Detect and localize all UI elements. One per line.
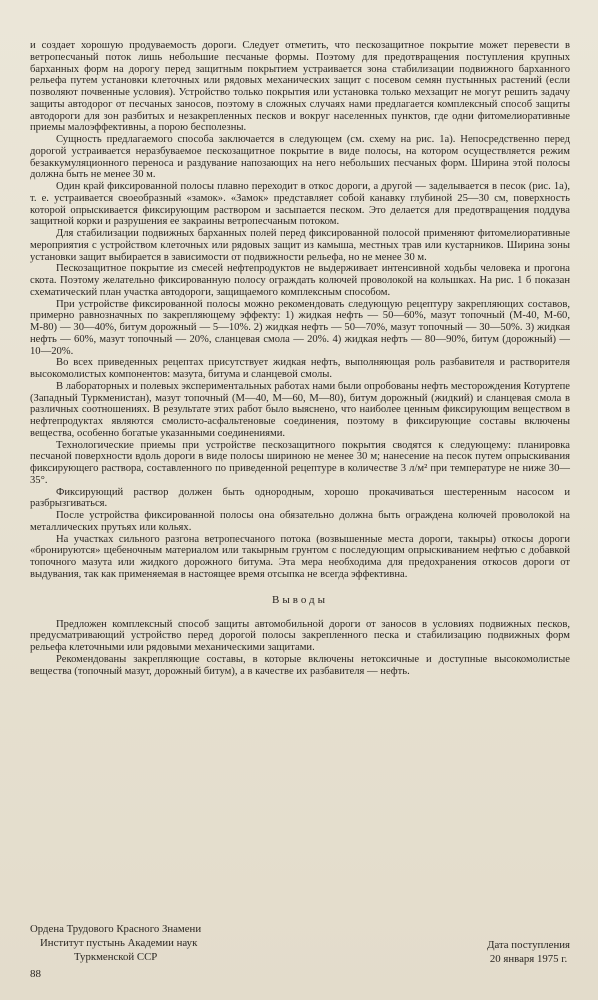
paragraph-stabilization: Для стабилизации подвижных барханных полей перед фиксированной полосой применяют фитомелиоративные мероприятия с устройством клеточных или рядовых защит из камыша, местных трав или кустарников. Ширина зоны установки защит выбирается в зависимости от подвижности рельефа, но не менее 30 м. — [30, 228, 570, 263]
article-footer — [30, 922, 570, 964]
conclusions-heading: Выводы — [271, 593, 329, 606]
conclusion-item: Предложен комплексный способ защиты автомобильной дороги от заносов в условиях подвижных песков, предусматривающий устройство перед дорогой полосы закрепленного песка и стабилизацию подвижных форм рельефа клеточными или рядовыми механическими защитами. — [30, 618, 570, 654]
paragraph-recipes: При устройстве фиксированной полосы можно рекомендовать следующую рецептуру закрепляющих составов, примерно равнозначных по закрепляющему эффекту: 1) жидкая нефть — 50—60%, мазут топочный (М-40, М-60, М-80) — 30—40%, битум дорожный — 5—10%. 2) жидкая нефть — 50—70%, мазут топочный — 30—50%. 3) жидкая нефть — 60%, мазут топочный — 20%, сланцевая смола — 20%. 4) жидкая нефть — 80—90%, битум (дорожный) — 10—20%. — [30, 298, 570, 357]
paragraph-experiments: В лабораторных и полевых экспериментальных работах нами были опробованы нефть месторождения Котуртепе (Западный Туркменистан), мазут топочный (М—40, М—60, М—80), битум дорожный (жидкий) и сланцевая смола в различных соотношениях. В результате этих работ было выяснено, что наиболее ценным фиксирующим веществом в нефтепродуктах являются смолисто-асфальтеновые соединения, поэтому в фиксирующие составы включены вещества, особенно богатые указанными соединениями. — [30, 380, 570, 439]
conclusion-item: Рекомендованы закрепляющие составы, в которые включены нетоксичные и доступные высокомолистые вещества (топочный мазут, дорожный битум), а в качестве их разбавителя — нефть. — [30, 654, 570, 678]
paragraph-method-essence: Сущность предлагаемого способа заключается в следующем (см. схему на рис. 1а). Непосредственно перед дорогой устраивается неразбуваемое пескозащитное покрытие в виде полосы, на котором осуществляется режим безаккумуляционного переноса и раздувание напозающих на него небольших песчаных форм. Ширина этой полосы должна быть не менее 30 м. — [30, 134, 570, 181]
paragraph-after-install: После устройства фиксированной полосы она обязательно должна быть ограждена колючей проволокой на металлических прутьях или кольях. — [30, 510, 570, 533]
paragraph-continuation: и создает хорошую продуваемость дороги. Следует отметить, что пескозащитное покрытие может перевести в ветропесчаный поток лишь небольшие песчаные формы. Поэтому для предотвращения поступления крупных барханных форм на дорогу перед защитным покрытием устраивается зона стабилизации подвижного барханного рельефа путем установки клеточных или рядовых механических защит с посевом семян пустынных растений (если позволяют почвенные условия). Устройство только покрытия или установка только мехзащит не могут решить задачу защиты автодорог от песчаных заносов, поэтому в сложных случаях нами предлагается комплексный способ защиты автодороги для зон разбитых и незакрепленных песков и вокруг населенных пунктов, где одни фитомелиоративные приемы малоэффективны, а порою бесполезны. — [30, 40, 570, 134]
paragraph-technology: Технологические приемы при устройстве пескозащитного покрытия сводятся к следующему: планировка песчаной поверхности вдоль дороги в виде полосы шириною не менее 30 м; нанесение на песок путем опрыскивания фиксирующего раствора, составленного по приведенной рецептуре в количестве 3 л/м² при температуре не ниже 30—35°. — [30, 439, 570, 486]
paragraph-solution: Фиксирующий раствор должен быть однородным, хорошо прокачиваться шестеренным насосом и разбрызгиваться. — [30, 486, 570, 510]
paragraph-lock: Один край фиксированной полосы плавно переходит в откос дороги, а другой — заделывается в песок (рис. 1а), т. е. устраивается своеобразный «замок». «Замок» представляет собой канавку глубиной 25—30 см, поверхность которой опрыскивается фиксирующим раствором и засыпается песком. Это делается для предотвращения поддува защитной корки и разрушения ее закраины ветропесчаным потоком. — [30, 181, 570, 228]
received-date-block — [487, 938, 570, 966]
paragraph-oil-role: Во всех приведенных рецептах присутствует жидкая нефть, выполняющая роль разбавителя и растворителя высокомолистых компонентов: мазута, битума и сланцевой смолы. — [30, 357, 570, 380]
conclusions-list — [30, 619, 570, 679]
received-label: Дата поступления — [487, 939, 570, 951]
paragraph-fencing: Пескозащитное покрытие из смесей нефтепродуктов не выдерживает интенсивной ходьбы человека и прогона скота. Поэтому желательно фиксированную полосу ограждать колючей проволокой на кольшках. На рис. 1 б показан схематический план участка автодороги, защищаемого комплексным способом. — [30, 263, 570, 298]
article-body — [30, 40, 570, 581]
affiliation-line: Институт пустынь Академии наук — [40, 937, 198, 949]
affiliation-line: Туркменской ССР — [74, 951, 158, 963]
affiliation-line: Ордена Трудового Красного Знамени — [30, 923, 202, 935]
paragraph-slopes: На участках сильного разгона ветропесчаного потока (возвышенные места дороги, такыры) откосы дороги «бронируются» щебеночным материалом или такырным грунтом с последующим опрыскиванием нефтью с добавкой топочного мазута или жидкого дорожного битума. Эта мера необходима для предохранения откосов дороги от выдувания, так как применяемая в настоящее время отсыпка не всегда эффективна. — [30, 533, 570, 580]
received-date: 20 января 1975 г. — [489, 953, 568, 965]
page-number: 88 — [30, 968, 41, 980]
